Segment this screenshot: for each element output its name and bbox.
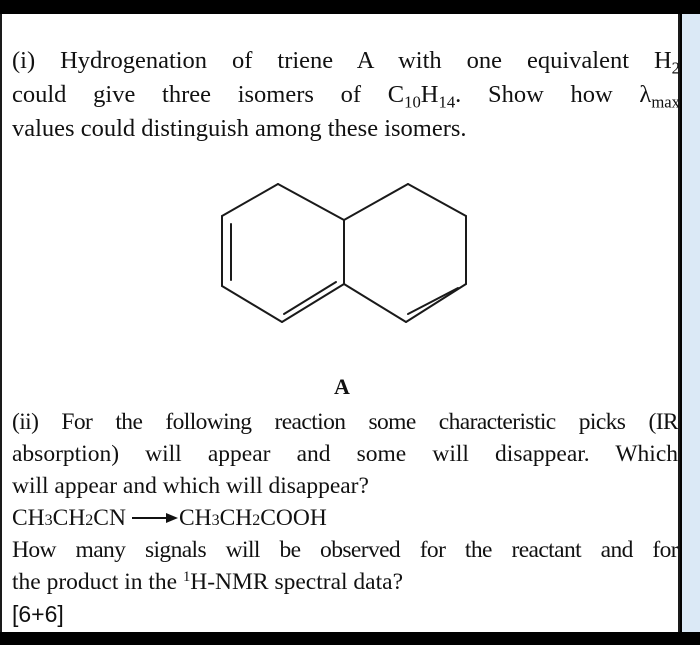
double-bond-inner-line <box>284 282 336 314</box>
formula-subscript-h: 14 <box>438 92 456 112</box>
formula-part: CN <box>93 505 126 531</box>
question-1-line-1-text: (i) Hydrogenation of triene A with one equivalent H <box>12 47 672 74</box>
bond <box>282 284 344 322</box>
h2-subscript: 2 <box>671 58 680 78</box>
formula-h: H <box>420 81 439 108</box>
bond <box>344 284 406 322</box>
formula-part: CH <box>219 505 253 531</box>
question-2 <box>12 406 678 630</box>
question-2-line-1: (ii) For the following reaction some characteristic picks (IR <box>12 409 678 435</box>
question-2-line-6-text: the product in the <box>12 569 183 595</box>
bond <box>344 184 408 220</box>
lambda-max-subscript: max <box>651 92 680 112</box>
question-1-line-1 <box>12 44 680 78</box>
question-1-line-2 <box>12 78 680 112</box>
formula-part: CH <box>178 505 212 531</box>
formula-part: COOH <box>260 505 327 531</box>
nmr-superscript: 1 <box>182 569 191 585</box>
marks-allocation: [6+6] <box>12 601 64 627</box>
structure-label: A <box>334 374 350 399</box>
triene-a-structure <box>202 174 502 354</box>
bond <box>222 286 282 322</box>
question-2-line-5: How many signals will be observed for the reactant and for <box>12 537 678 563</box>
formula-part: CH <box>52 505 86 531</box>
question-2-line-3: will appear and which will disappear? <box>12 473 369 499</box>
bond <box>278 184 344 220</box>
question-1-line-3: values could distinguish among these isomers. <box>12 115 467 142</box>
question-1-line-2-text: could give three isomers of C <box>12 81 405 108</box>
reaction-arrow-icon <box>132 513 178 523</box>
question-2-line-6 <box>12 566 678 598</box>
question-1-line-2-tail: . Show how λ <box>455 81 652 108</box>
question-2-line-6-tail: H-NMR spectral data? <box>190 569 403 595</box>
bond <box>222 184 278 216</box>
formula-subscript-c: 10 <box>404 92 421 112</box>
double-bond-inner-line <box>408 288 458 314</box>
question-2-line-2: absorption) will appear and some will disappear. Which <box>12 441 678 467</box>
question-1 <box>12 44 680 146</box>
question-sheet <box>0 14 680 632</box>
product-formula: CH 3 CH 2 COOH <box>179 502 327 534</box>
bond <box>406 284 466 322</box>
side-strip <box>682 14 700 632</box>
reactant-formula: CH 3 CH 2 CN <box>12 502 126 534</box>
reaction-equation <box>12 502 678 534</box>
formula-part: CH <box>12 505 45 531</box>
bond <box>408 184 466 216</box>
